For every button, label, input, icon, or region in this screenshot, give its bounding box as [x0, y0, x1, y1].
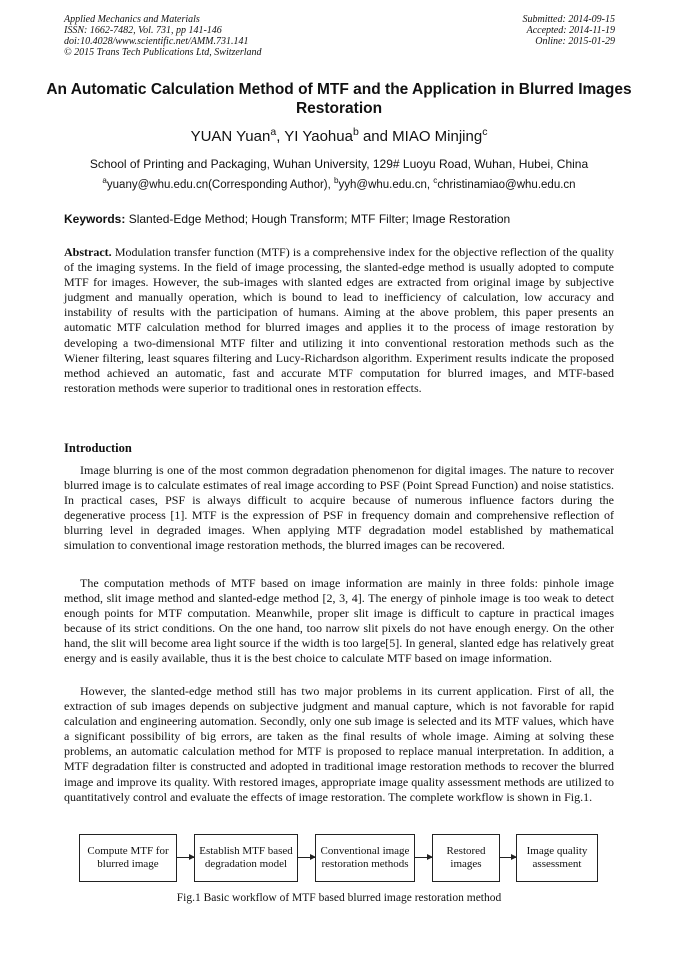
arrow-right-icon — [298, 857, 315, 858]
online-date: Online: 2015-01-29 — [535, 36, 615, 47]
keywords-label: Keywords: — [64, 212, 126, 226]
dates-header — [523, 14, 616, 47]
paragraph: Image blurring is one of the most common degradation phenomenon for digital images. The nature to recover blurred image is to calculate estimates of real image according to PSF (Point Spread Function) and noise statistics. In practical cases, PSF is always difficult to acquire because of numerous influence factors during the degenerative process [1]. MTF is the expression of PSF in frequency domain and comprehensive reflection of blurring level in degraded images. When applying MTF degradation model established by mathematical simulation to conventional image restoration methods, the blurred images can be recovered. — [64, 463, 614, 553]
author-emails — [0, 178, 678, 192]
abstract — [64, 245, 614, 396]
author-sup: b — [352, 126, 359, 138]
workflow-box: Conventional image restoration methods — [315, 834, 415, 882]
accepted-date: Accepted: 2014-11-19 — [526, 25, 615, 36]
affiliation: School of Printing and Packaging, Wuhan University, 129# Luoyu Road, Wuhan, Hubei, China — [89, 157, 589, 171]
author-name: MIAO Minjing — [392, 128, 483, 145]
paper-title: An Automatic Calculation Method of MTF and the Application in Blurred Images Restoration — [46, 81, 632, 117]
section-heading: Introduction — [64, 441, 132, 455]
journal-header — [64, 14, 262, 58]
paragraph: However, the slanted-edge method still has two major problems in its current application. First of all, the extraction of sub images depends on subjective judgment and manual capture, which is not favorable for rapid calculation and engineering automation. Secondly, only one sub image is selected and its MTF values, which have a significant possibility of big errors, are taken as the final results of whole image. Aiming at solving these problems, an automatic calculation method for MTF is proposed to replace manual interpretation. In addition, a MTF degradation filter is constructed and adopted in traditional image restoration methods to recover the blurred image and improve its quality. With restored images, appropriate image quality assessment methods are utilized to quantitatively control and evaluate the effects of image restoration. The complete workflow is shown in Fig.1. — [64, 684, 614, 804]
workflow-box: Restored images — [432, 834, 500, 882]
author-list — [0, 128, 678, 146]
arrow-right-icon — [500, 857, 516, 858]
author-name: YI Yaohua — [284, 128, 353, 145]
email-address: christinamiao@whu.edu.cn — [437, 179, 576, 191]
author-sup: c — [482, 126, 488, 138]
email-sup: b — [334, 176, 339, 186]
author-separator: , — [276, 128, 285, 145]
figure-caption: Fig.1 Basic workflow of MTF based blurred image restoration method — [176, 892, 502, 904]
email-sup: c — [433, 176, 438, 186]
author-sup: a — [270, 126, 277, 138]
arrow-right-icon — [177, 857, 194, 858]
workflow-box: Establish MTF based degradation model — [194, 834, 298, 882]
author-name: YUAN Yuan — [190, 128, 271, 145]
keywords-text: Slanted-Edge Method; Hough Transform; MTF Filter; Image Restoration — [128, 212, 511, 226]
doi-line: doi:10.4028/www.scientific.net/AMM.731.141 — [64, 36, 249, 47]
copyright-line: © 2015 Trans Tech Publications Ltd, Switzerland — [64, 47, 262, 58]
author-separator: and — [358, 128, 393, 145]
workflow-box: Image quality assessment — [516, 834, 598, 882]
journal-name: Applied Mechanics and Materials — [64, 14, 200, 25]
email-address: yyh@whu.edu.cn, — [338, 179, 434, 191]
abstract-text: Modulation transfer function (MTF) is a comprehensive index for the objective reflection of the quality of the imaging systems. In the field of image processing, the slanted-edge method is usually adopted to compute MTF for images. However, the sub-images with slanted edges are extracted from original image by subjective judgment and manually operation, which is bound to lead to inefficiency of calculation, low accuracy and instability of results with the participation of humans. Aiming at the above problem, this paper presents an automatic MTF calculation method for blurred images and applies it to the process of image restoration by developing a two-dimensional MTF filter and utilizing it into conventional restoration methods such as the Wiener filtering, least squares filtering and Lucy-Richardson algorithm. Experiment results indicate the proposed method achieved an automatic, fast and accurate MTF computation for blurred images, and MTF-based restoration methods were superior to traditional ones in restoration effects. — [64, 245, 614, 395]
workflow-diagram — [0, 834, 678, 888]
abstract-label: Abstract. — [64, 245, 112, 259]
keywords — [64, 212, 616, 226]
workflow-box: Compute MTF for blurred image — [79, 834, 177, 882]
arrow-right-icon — [415, 857, 432, 858]
submitted-date: Submitted: 2014-09-15 — [522, 14, 615, 25]
paragraph: The computation methods of MTF based on image information are mainly in three folds: pinhole image method, slit image method and slanted-edge method [2, 3, 4]. The energy of pinhole image is too weak to detect enough points for MTF computation. Meanwhile, proper slit image is difficult to capture in practical images because of its strict conditions. On the one hand, too narrow slit pixels do not have enough energy. On the other hand, the slit will become area light source if the width is too large[5]. In general, slanted edge has relatively great energy and is easily available, thus it is the best choice to calculate MTF based on image information. — [64, 576, 614, 666]
issn-line: ISSN: 1662-7482, Vol. 731, pp 141-146 — [64, 25, 222, 36]
email-address: yuany@whu.edu.cn(Corresponding Author), — [106, 179, 335, 191]
email-sup: a — [102, 176, 107, 186]
